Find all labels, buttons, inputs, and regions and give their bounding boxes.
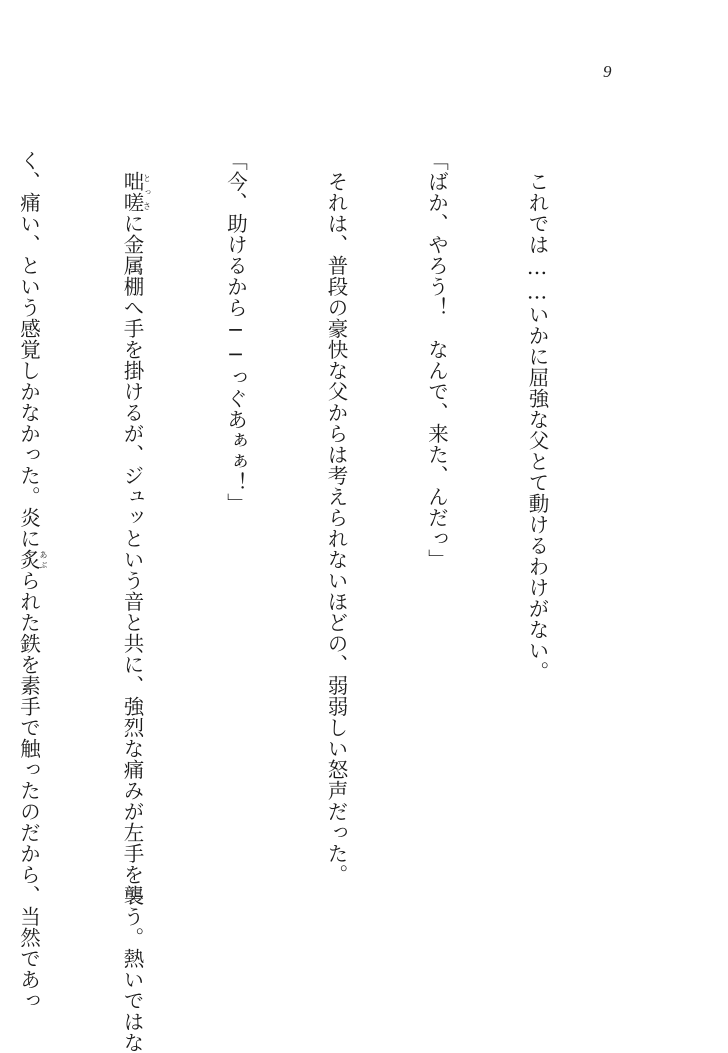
text-line: それは、普段の豪快な父からは考えられないほどの、弱弱しい怒声だった。: [324, 150, 348, 885]
text-line: 「ばか、やろう！ なんで、来た、んだっ」: [424, 150, 449, 570]
text-line: 「今、助けるから──っぐあぁぁ！」: [223, 150, 248, 514]
ruby-base: 炙: [16, 549, 41, 570]
ruby-reading: とっさ: [142, 171, 152, 213]
page-number: 9: [603, 62, 612, 81]
text-line-with-ruby: 咄嗟とっさに金属棚へ手を掛けるが、ジュッという音と共に、強烈な痛みが左手を襲う。熱いではな: [120, 171, 152, 1053]
vertical-text-body: [0, 150, 620, 1053]
ruby-abu: [16, 549, 48, 570]
text-line-with-ruby: く、痛い、という感覚しかなかった。炎に炙あぶられた鉄を素手で触ったのだから、当然であっ: [16, 150, 48, 1011]
ruby-totsa: [120, 171, 152, 213]
ruby-base: 咄嗟: [120, 171, 144, 213]
text-line: これでは……いかに屈強な父とて動けるわけがない。: [525, 150, 549, 682]
ruby-reading: あぶ: [39, 549, 48, 570]
